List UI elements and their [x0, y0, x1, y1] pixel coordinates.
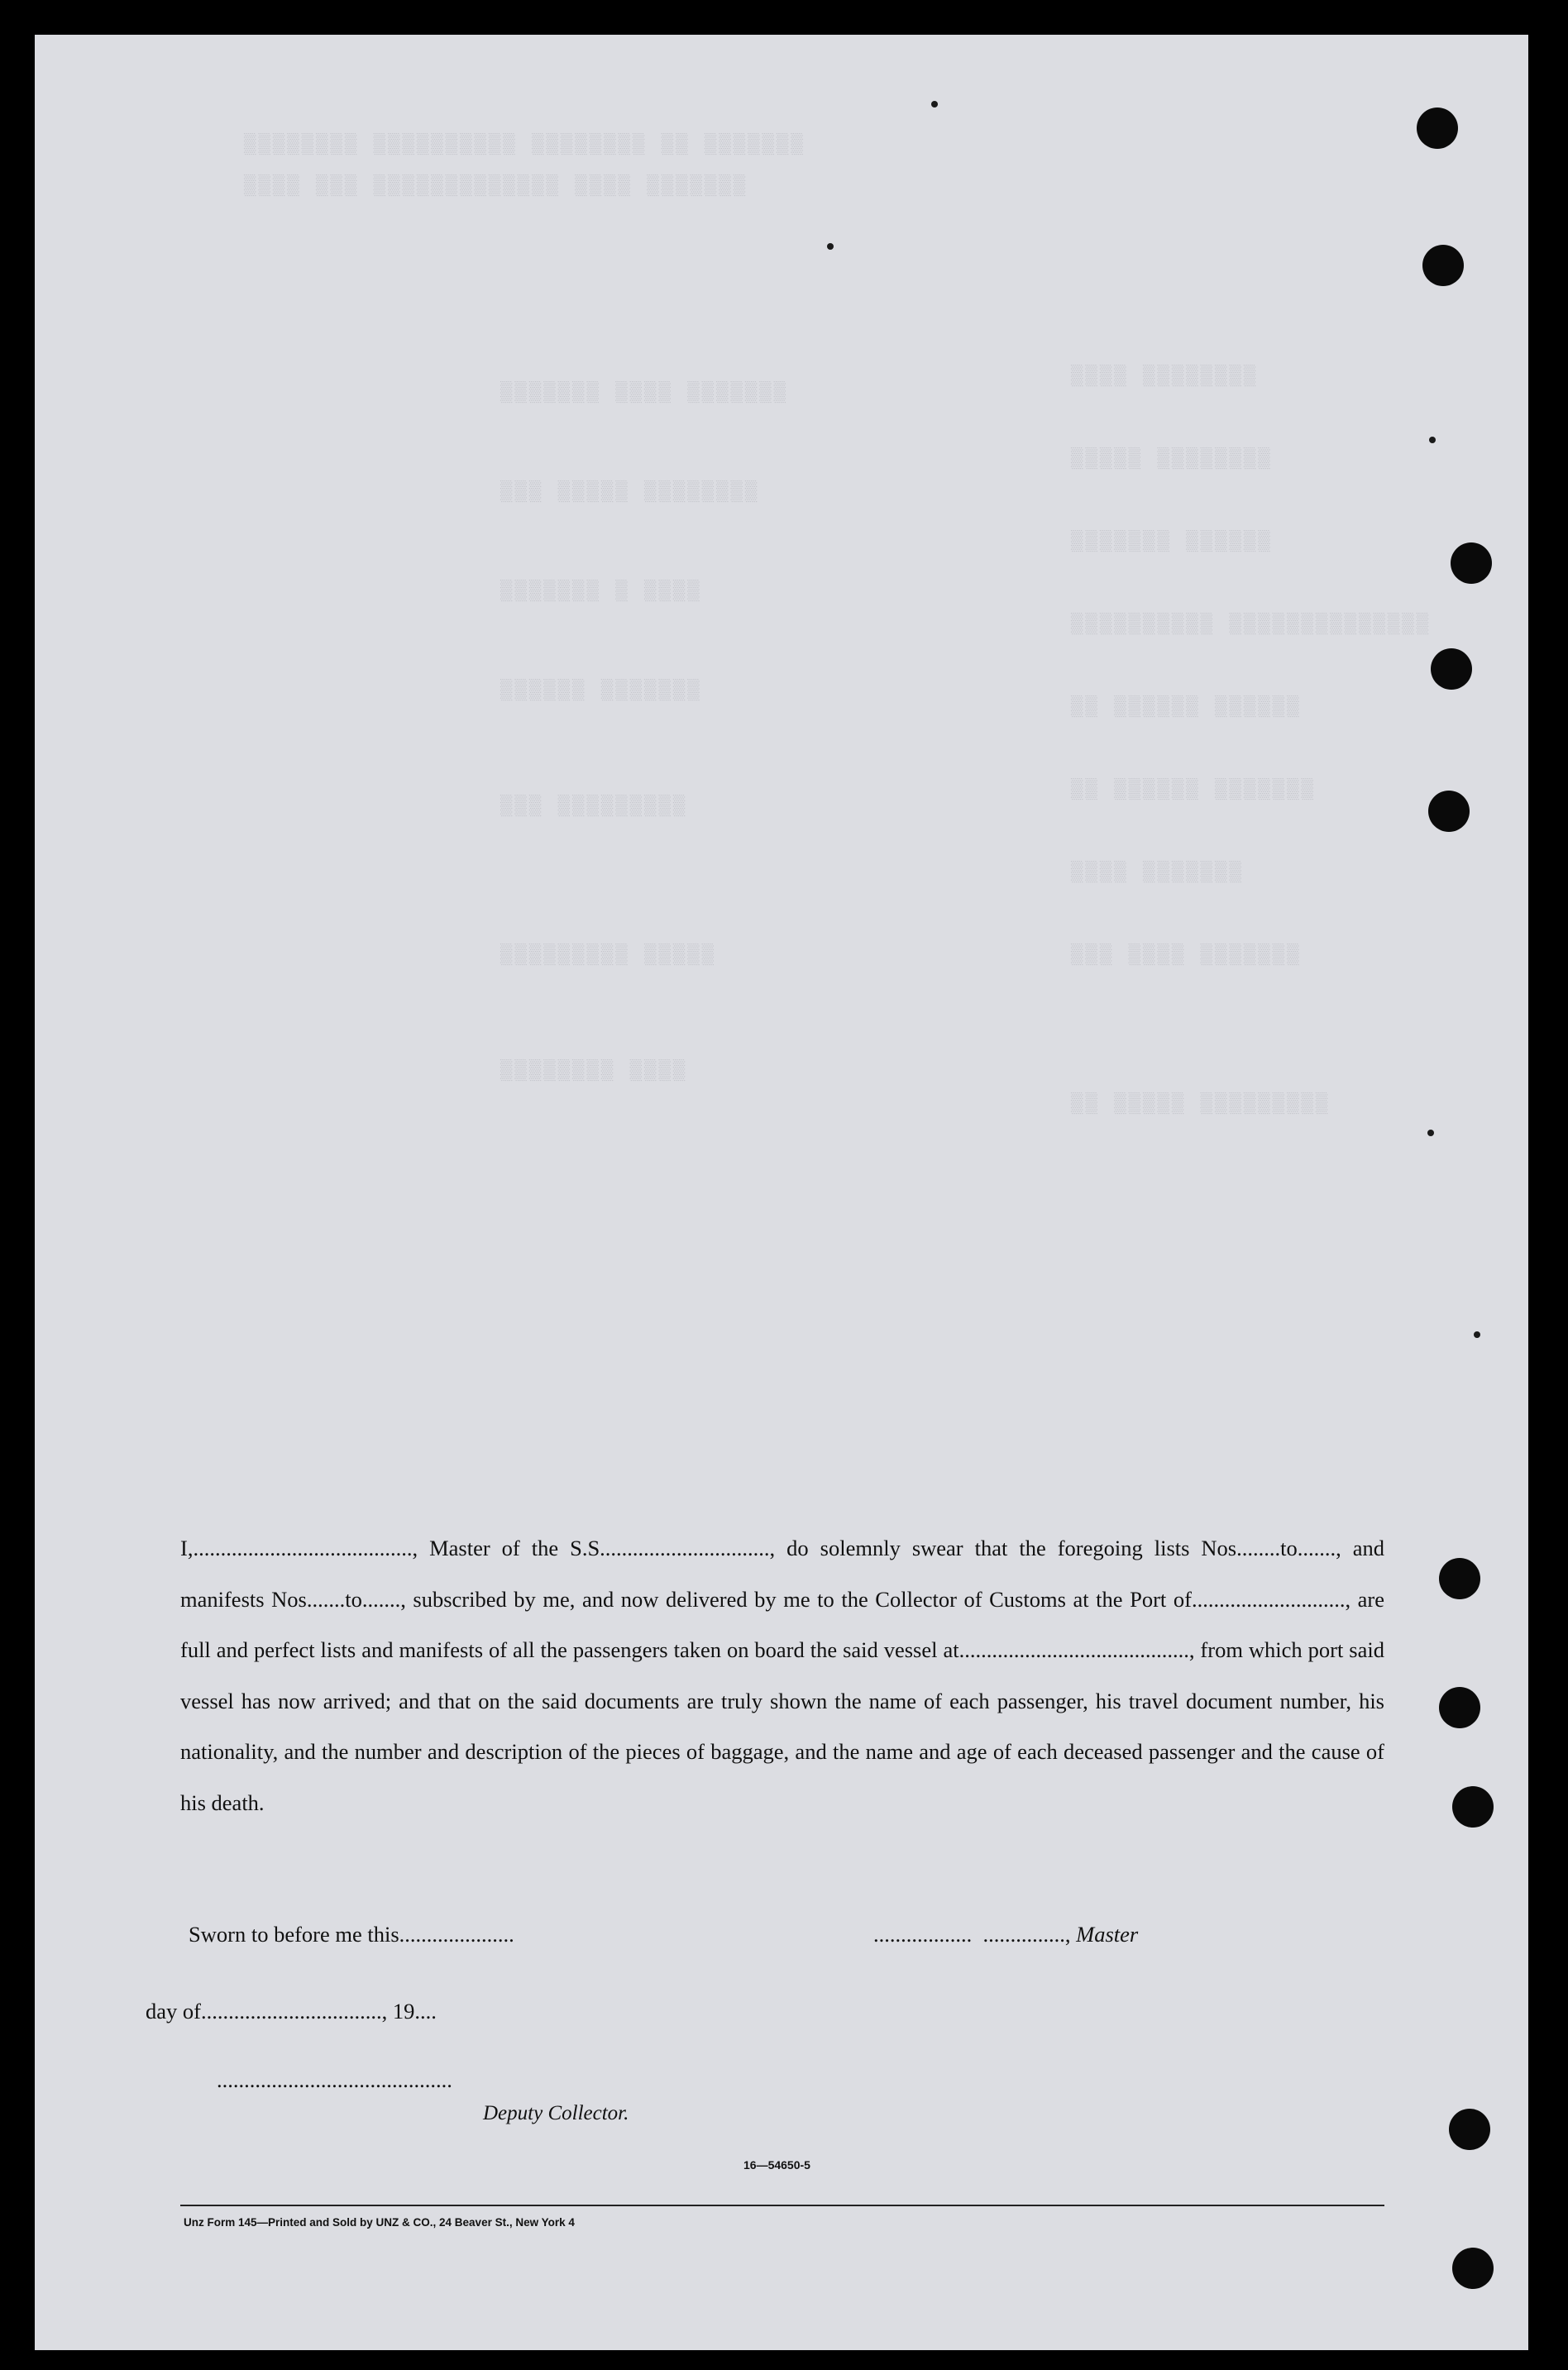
- day-of-line: day of................................., 19....: [146, 1999, 437, 2024]
- master-signature-line: [873, 1922, 1138, 1947]
- punch-hole: [1449, 2109, 1490, 2150]
- punch-hole: [1439, 1558, 1480, 1599]
- bleed-through-text: ▒▒▒▒▒▒▒▒▒ ▒▒▒: [498, 796, 686, 818]
- deputy-collector-label: Deputy Collector.: [483, 2102, 629, 2124]
- bleed-through-text: ▒▒▒▒▒▒▒▒▒▒▒▒▒▒ ▒▒▒▒▒▒▒▒▒▒: [1068, 614, 1429, 636]
- punch-hole: [1439, 1687, 1480, 1728]
- punch-hole: [1431, 648, 1472, 690]
- sworn-line: Sworn to before me this.....................: [189, 1922, 514, 1947]
- oath-statement: [180, 1523, 1384, 1828]
- bleed-through-text: ▒▒▒▒▒▒▒ ▒▒▒▒▒▒ ▒▒: [1068, 779, 1313, 801]
- form-code: 16—54650-5: [743, 2158, 810, 2172]
- speck-mark: [1427, 1130, 1434, 1136]
- form-page: [35, 35, 1528, 2350]
- speck-mark: [1474, 1331, 1480, 1338]
- bleed-through-text: ▒▒▒▒▒▒▒ ▒▒▒▒: [1068, 862, 1241, 884]
- bleed-through-text: ▒▒▒▒▒▒▒ ▒▒▒▒▒▒: [498, 680, 700, 702]
- bleed-through-text: ▒▒▒▒ ▒ ▒▒▒▒▒▒▒: [498, 581, 700, 603]
- bleed-through-text: ▒▒▒▒▒▒▒▒ ▒▒▒▒: [1068, 366, 1256, 388]
- bleed-through-text: ▒▒▒▒▒▒▒▒ ▒▒▒▒▒: [1068, 448, 1270, 471]
- bleed-through-text: ▒▒▒▒▒ ▒▒▒▒▒▒▒▒▒: [498, 944, 715, 967]
- bleed-through-text: ▒▒▒▒▒▒ ▒▒▒▒▒▒▒: [1068, 531, 1270, 553]
- bleed-through-text: ▒▒▒▒▒▒▒ ▒▒▒▒ ▒▒▒▒▒▒▒▒▒▒▒▒▒ ▒▒▒ ▒▒▒▒: [241, 175, 746, 198]
- bleed-through-text: ▒▒▒▒▒▒▒ ▒▒▒▒ ▒▒▒▒▒▒▒: [498, 382, 786, 404]
- speck-mark: [1429, 437, 1436, 443]
- collector-signature-line: ...........................................: [217, 2067, 452, 2092]
- oath-text: I,........................................, Master of the S.S..............................., do solemnly swear that the foregoing lists Nos........to......., and manifests Nos.......to......., subscribed by me, and now delivered by me to the Collector of Customs at the Port of............................, are full and perfect lists and manifests of all the passengers taken on board the said vessel at.........................................., from which port said vessel has now arrived; and that on the said documents are truly shown the name of each passenger, his travel document number, his nationality, and the number and description of the pieces of baggage, and the name and age of each deceased passenger and the cause of his death.: [180, 1536, 1384, 1815]
- punch-hole: [1451, 542, 1492, 584]
- bleed-through-text: ▒▒▒▒▒▒▒ ▒▒ ▒▒▒▒▒▒▒▒ ▒▒▒▒▒▒▒▒▒▒ ▒▒▒▒▒▒▒▒: [241, 134, 803, 156]
- bleed-through-text: ▒▒▒▒ ▒▒▒▒▒▒▒▒: [498, 1060, 686, 1082]
- master-dots: .................. ...............,: [873, 1922, 1077, 1947]
- speck-mark: [931, 101, 938, 108]
- punch-hole: [1428, 791, 1470, 832]
- punch-hole: [1422, 245, 1464, 286]
- bleed-through-text: ▒▒▒▒▒▒ ▒▒▒▒▒▒ ▒▒: [1068, 696, 1299, 719]
- punch-hole: [1452, 1786, 1494, 1828]
- master-label: Master: [1076, 1922, 1139, 1947]
- speck-mark: [827, 243, 834, 250]
- bleed-through-text: ▒▒▒▒▒▒▒▒ ▒▒▒▒▒ ▒▒▒: [498, 481, 758, 504]
- punch-hole: [1452, 2248, 1494, 2289]
- bleed-through-text: ▒▒▒▒▒▒▒ ▒▒▒▒ ▒▒▒: [1068, 944, 1299, 967]
- punch-hole: [1417, 108, 1458, 149]
- printer-imprint: Unz Form 145—Printed and Sold by UNZ & CO., 24 Beaver St., New York 4: [184, 2216, 575, 2229]
- footer-rule: [180, 2205, 1384, 2206]
- bleed-through-text: ▒▒▒▒▒▒▒▒▒ ▒▒▒▒▒ ▒▒: [1068, 1093, 1328, 1116]
